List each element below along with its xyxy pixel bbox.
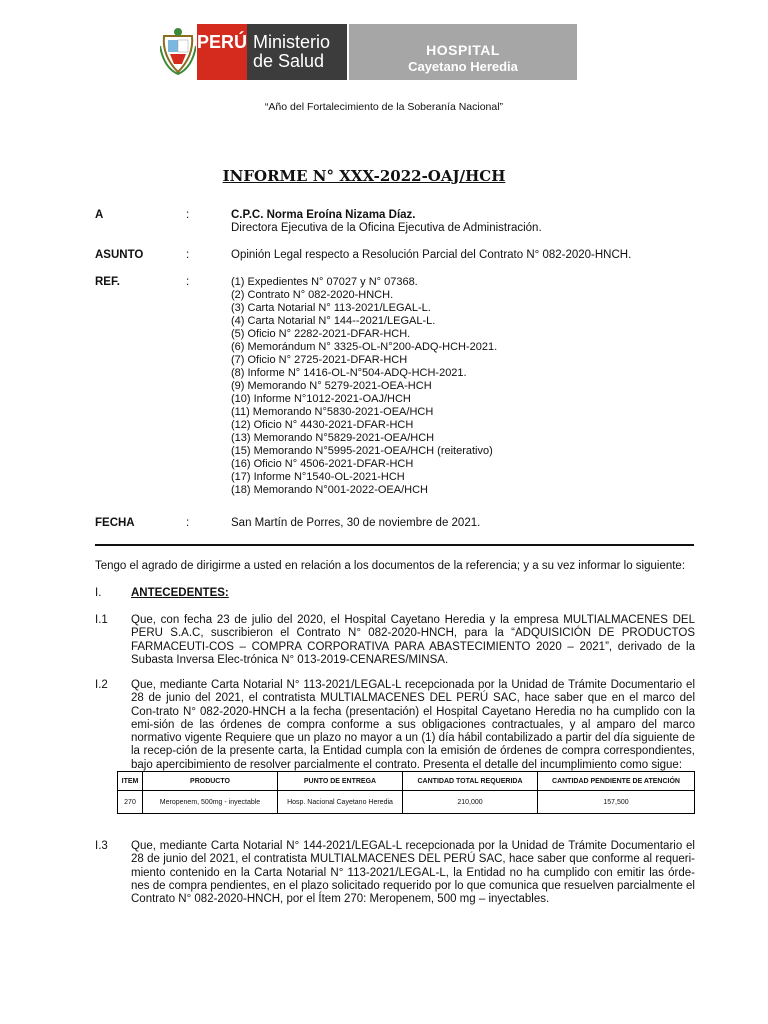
ref-label: REF.: [95, 276, 120, 288]
divider: [95, 544, 694, 546]
report-title: INFORME N° XXX-2022-OAJ/HCH: [222, 167, 506, 185]
ministry-line1: Ministerio: [253, 32, 331, 52]
reference-list: [231, 276, 497, 497]
peru-logo: [197, 24, 247, 80]
reference-item: (12) Oficio N° 4430-2021-DFAR-HCH: [231, 419, 414, 431]
subject-text: Opinión Legal respecto a Resolución Parcial del Contrato N° 082-2020-HNCH.: [231, 249, 632, 261]
peru-label: PERÚ: [197, 32, 248, 52]
reference-item: (4) Carta Notarial N° 144--2021/LEGAL-L.: [231, 315, 436, 327]
reference-item: (9) Memorando N° 5279-2021-OEA-HCH: [231, 380, 432, 392]
col-pending: CANTIDAD PENDIENTE DE ATENCIÓN: [538, 772, 695, 791]
paragraph-i2: Que, mediante Carta Notarial N° 113-2021/LEGAL-L recepcionada por la Unidad de Trámite Documentario el 28 de junio del 2021, el contratista MULTIALMACENES DEL PERÚ SAC, hace saber que en el marco del Con-trato N° 082-2020-HNCH a la fecha (presentación) el Hospital Cayetano Heredia no ha cumplido con la emi-sión de las órdenes de compra conforme a sus obligaciones contractuales, y al amparo del marco normativo vigente Requiere que un plazo no mayor a un (1) día hábil contabilizado a partir del día siguiente de la recep-ción de la presente carta, la Entidad cumpla con la emisión de órdenes de compra correspondientes, bajo apercibimiento de resolver parcialmente el contrato. Presenta el detalle del incumplimiento como sigue:: [131, 679, 695, 771]
reference-item: (7) Oficio N° 2725-2021-DFAR-HCH: [231, 354, 408, 366]
cell-item: 270: [118, 791, 143, 814]
reference-item: (6) Memorándum N° 3325-OL-N°200-ADQ-HCH-2021.: [231, 341, 498, 353]
col-total: CANTIDAD TOTAL REQUERIDA: [403, 772, 538, 791]
peru-coat-of-arms-icon: [160, 26, 196, 76]
paragraph-number: I.2: [95, 679, 108, 691]
paragraph-i3: Que, mediante Carta Notarial N° 144-2021/LEGAL-L recepcionada por la Unidad de Trámite Documentario el 28 de junio del 2021, el contratista MULTIALMACENES DEL PERÚ SAC, hace saber que conforme al requeri-miento contenido en la Carta Notarial N° 113-2021/LEGAL-L, la Entidad no ha cumplido con emitir las órde-nes de compra pendientes, en el plazo solicitado requerido por lo que comunica que resuelven parcialmente el Contrato N° 082-2020-HNCH, por el Ítem 270: Meropenem, 500 mg – inyectables.: [131, 840, 695, 906]
year-motto: “Año del Fortalecimiento de la Soberanía Nacional”: [264, 101, 504, 113]
recipient-name: C.P.C. Norma Eroína Nizama Díaz.: [231, 209, 416, 221]
date-text: San Martín de Porres, 30 de noviembre de 2021.: [231, 517, 481, 529]
table-row: [118, 791, 695, 814]
reference-item: (8) Informe N° 1416-OL-N°504-ADQ-HCH-2021.: [231, 367, 467, 379]
recipient-role: Directora Ejecutiva de la Oficina Ejecutiva de Administración.: [231, 222, 542, 234]
col-delivery: PUNTO DE ENTREGA: [278, 772, 403, 791]
intro-paragraph: Tengo el agrado de dirigirme a usted en relación a los documentos de la referencia; y a su vez informar lo siguiente:: [95, 560, 686, 572]
subject-label: ASUNTO: [95, 249, 144, 261]
reference-item: (11) Memorando N°5830-2021-OEA/HCH: [231, 406, 434, 418]
col-item: ITEM: [118, 772, 143, 791]
paragraph-number: I.3: [95, 840, 108, 852]
table-header-row: [118, 772, 695, 791]
to-label: A: [95, 209, 104, 221]
date-colon: :: [186, 517, 190, 529]
paragraph-number: I.1: [95, 614, 108, 626]
cell-total: 210,000: [403, 791, 538, 814]
section-title: ANTECEDENTES:: [131, 587, 229, 599]
reference-item: (5) Oficio N° 2282-2021-DFAR-HCH.: [231, 328, 411, 340]
paragraph-i1: Que, con fecha 23 de julio del 2020, el Hospital Cayetano Heredia y la empresa MULTIALMACENES DEL PERU S.A.C, suscribieron el Contrato N° 082-2020-HNCH, para la “ADQUISICIÓN DE PRODUCTOS FARMACEUTI-COS – COMPRA CORPORATIVA PARA ABASTECIMIENTO 2020 – 2021”, derivado de la Subasta Inversa Elec-trónica N° 013-2019-CENARES/MINSA.: [131, 614, 695, 666]
cell-product: Meropenem, 500mg - inyectable: [143, 791, 278, 814]
hospital-banner: [349, 24, 577, 80]
cell-pending: 157,500: [538, 791, 695, 814]
reference-item: (18) Memorando N°001-2022-OEA/HCH: [231, 484, 428, 496]
cell-delivery: Hosp. Nacional Cayetano Heredia: [278, 791, 403, 814]
to-colon: :: [186, 209, 190, 221]
date-label: FECHA: [95, 517, 135, 529]
reference-item: (2) Contrato N° 082-2020-HNCH.: [231, 289, 394, 301]
subject-colon: :: [186, 249, 190, 261]
ministry-logo: [247, 24, 347, 80]
reference-item: (3) Carta Notarial N° 113-2021/LEGAL-L.: [231, 302, 431, 314]
reference-item: (10) Informe N°1012-2021-OAJ/HCH: [231, 393, 411, 405]
reference-item: (15) Memorando N°5995-2021-OEA/HCH (reiterativo): [231, 445, 493, 457]
hospital-line1: HOSPITAL: [426, 42, 500, 58]
ref-colon: :: [186, 276, 190, 288]
ministry-line2: de Salud: [253, 51, 325, 71]
section-number: I.: [95, 587, 102, 599]
col-product: PRODUCTO: [143, 772, 278, 791]
reference-item: (1) Expedientes N° 07027 y N° 07368.: [231, 276, 418, 288]
hospital-line2: Cayetano Heredia: [408, 59, 518, 74]
reference-item: (13) Memorando N°5829-2021-OEA/HCH: [231, 432, 435, 444]
reference-item: (17) Informe N°1540-OL-2021-HCH: [231, 471, 405, 483]
noncompliance-table: [117, 771, 695, 814]
reference-item: (16) Oficio N° 4506-2021-DFAR-HCH: [231, 458, 414, 470]
